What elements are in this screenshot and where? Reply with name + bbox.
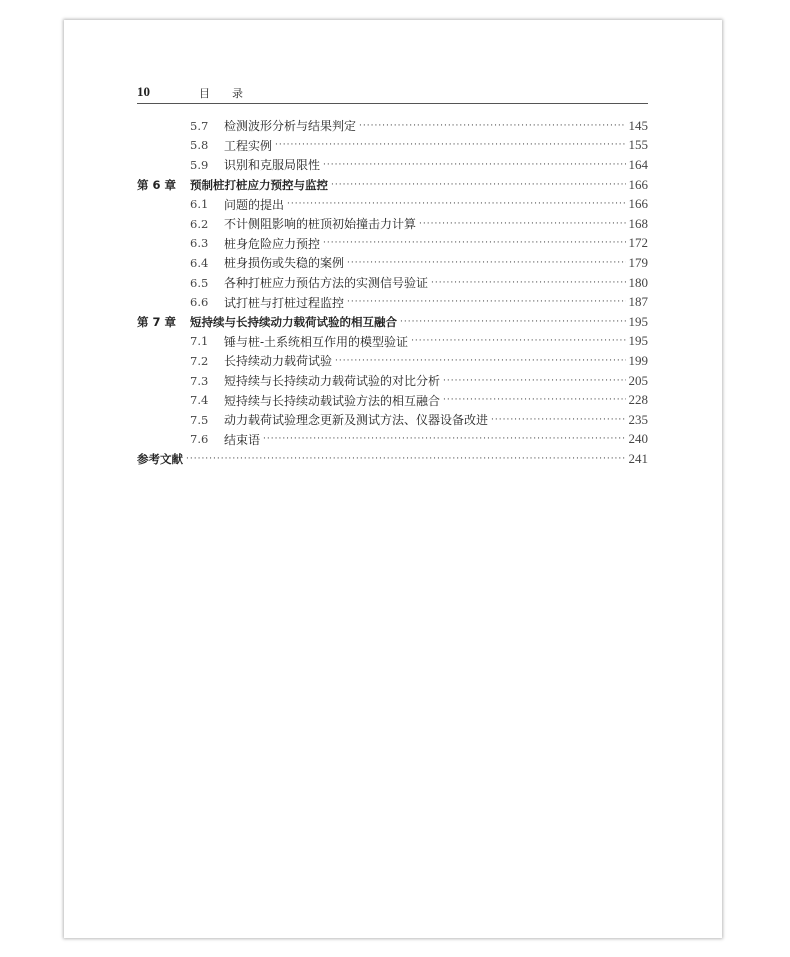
toc-section-entry bbox=[137, 390, 648, 410]
toc-section-entry bbox=[137, 234, 648, 254]
leader-dots bbox=[491, 415, 625, 425]
table-of-contents bbox=[137, 116, 648, 469]
leader-dots bbox=[331, 180, 626, 190]
entry-page-number: 180 bbox=[628, 274, 648, 290]
entry-title: 不计侧阻影响的桩顶初始撞击力计算 bbox=[224, 217, 417, 232]
entry-title: 识别和克服局限性 bbox=[224, 158, 321, 173]
entry-page-number: 199 bbox=[628, 352, 648, 368]
leader-dots bbox=[275, 140, 625, 150]
toc-section-entry bbox=[137, 430, 648, 450]
section-number: 6.2 bbox=[190, 216, 209, 231]
toc-section-entry bbox=[137, 194, 648, 214]
entry-title: 检测波形分析与结果判定 bbox=[224, 119, 357, 134]
leader-dots bbox=[347, 297, 625, 307]
entry-page-number: 168 bbox=[628, 215, 648, 231]
toc-section-entry bbox=[137, 116, 648, 136]
leader-dots bbox=[443, 376, 625, 386]
entry-page-number: 187 bbox=[628, 294, 648, 310]
toc-chapter-entry bbox=[137, 312, 648, 332]
section-number: 5.8 bbox=[190, 138, 209, 153]
leader-dots bbox=[323, 160, 625, 170]
leader-dots bbox=[287, 199, 625, 209]
toc-section-entry bbox=[137, 292, 648, 312]
entry-title: 问题的提出 bbox=[224, 197, 285, 212]
section-number: 6.5 bbox=[190, 275, 209, 290]
toc-section-entry bbox=[137, 410, 648, 430]
entry-title: 参考文献 bbox=[137, 451, 183, 466]
toc-chapter-entry bbox=[137, 175, 648, 195]
leader-dots bbox=[347, 258, 625, 268]
entry-title: 锤与桩-土系统相互作用的模型验证 bbox=[224, 334, 409, 349]
entry-page-number: 166 bbox=[628, 196, 648, 212]
section-number: 5.7 bbox=[190, 118, 209, 133]
section-number: 7.3 bbox=[190, 373, 209, 388]
page-number: 10 bbox=[137, 84, 150, 99]
leader-dots bbox=[419, 219, 625, 229]
entry-title: 结束语 bbox=[224, 432, 261, 447]
section-number: 6.6 bbox=[190, 295, 209, 310]
entry-title: 动力载荷试验理念更新及测试方法、仪器设备改进 bbox=[224, 413, 489, 428]
leader-dots bbox=[443, 395, 625, 405]
section-number: 7.6 bbox=[190, 432, 209, 447]
entry-title: 工程实例 bbox=[224, 138, 273, 153]
chapter-number: 第 6 章 bbox=[137, 177, 177, 192]
leader-dots bbox=[186, 454, 626, 464]
entry-page-number: 145 bbox=[628, 117, 648, 133]
entry-page-number: 235 bbox=[628, 411, 648, 427]
leader-dots bbox=[411, 336, 625, 346]
running-header bbox=[137, 84, 648, 104]
toc-section-entry bbox=[137, 273, 648, 293]
leader-dots bbox=[263, 434, 625, 444]
toc-section-entry bbox=[137, 332, 648, 352]
section-number: 7.4 bbox=[190, 393, 209, 408]
leader-dots bbox=[335, 356, 625, 366]
leader-dots bbox=[400, 317, 626, 327]
chapter-number: 第 7 章 bbox=[137, 314, 177, 329]
section-number: 6.1 bbox=[190, 197, 209, 212]
toc-section-entry bbox=[137, 155, 648, 175]
entry-title: 桩身危险应力预控 bbox=[224, 236, 321, 251]
section-number: 5.9 bbox=[190, 157, 209, 172]
entry-page-number: 179 bbox=[628, 254, 648, 270]
entry-title: 短持续与长持续动载试验方法的相互融合 bbox=[224, 393, 441, 408]
entry-page-number: 164 bbox=[628, 156, 648, 172]
entry-page-number: 205 bbox=[628, 372, 648, 388]
header-title: 目录 bbox=[199, 87, 265, 100]
entry-page-number: 166 bbox=[628, 176, 648, 192]
leader-dots bbox=[431, 278, 625, 288]
toc-section-entry bbox=[137, 214, 648, 234]
entry-page-number: 195 bbox=[628, 333, 648, 349]
leader-dots bbox=[323, 238, 625, 248]
entry-title: 短持续与长持续动力载荷试验的相互融合 bbox=[190, 314, 397, 329]
section-number: 7.2 bbox=[190, 353, 209, 368]
toc-section-entry bbox=[137, 351, 648, 371]
entry-page-number: 195 bbox=[628, 313, 648, 329]
entry-page-number: 228 bbox=[628, 392, 648, 408]
entry-title: 试打桩与打桩过程监控 bbox=[224, 295, 345, 310]
section-number: 6.3 bbox=[190, 236, 209, 251]
toc-section-entry bbox=[137, 253, 648, 273]
section-number: 7.5 bbox=[190, 412, 209, 427]
entry-page-number: 172 bbox=[628, 235, 648, 251]
leader-dots bbox=[359, 121, 625, 131]
entry-title: 长持续动力载荷试验 bbox=[224, 354, 333, 369]
section-number: 7.1 bbox=[190, 334, 209, 349]
section-number: 6.4 bbox=[190, 255, 209, 270]
toc-section-entry bbox=[137, 136, 648, 156]
entry-title: 各种打桩应力预估方法的实测信号验证 bbox=[224, 276, 429, 291]
entry-page-number: 155 bbox=[628, 137, 648, 153]
entry-page-number: 240 bbox=[628, 431, 648, 447]
entry-page-number: 241 bbox=[628, 450, 648, 466]
entry-title: 桩身损伤或失稳的案例 bbox=[224, 256, 345, 271]
toc-references-entry bbox=[137, 449, 648, 469]
toc-section-entry bbox=[137, 371, 648, 391]
entry-title: 预制桩打桩应力预控与监控 bbox=[190, 177, 328, 192]
entry-title: 短持续与长持续动力载荷试验的对比分析 bbox=[224, 374, 441, 389]
